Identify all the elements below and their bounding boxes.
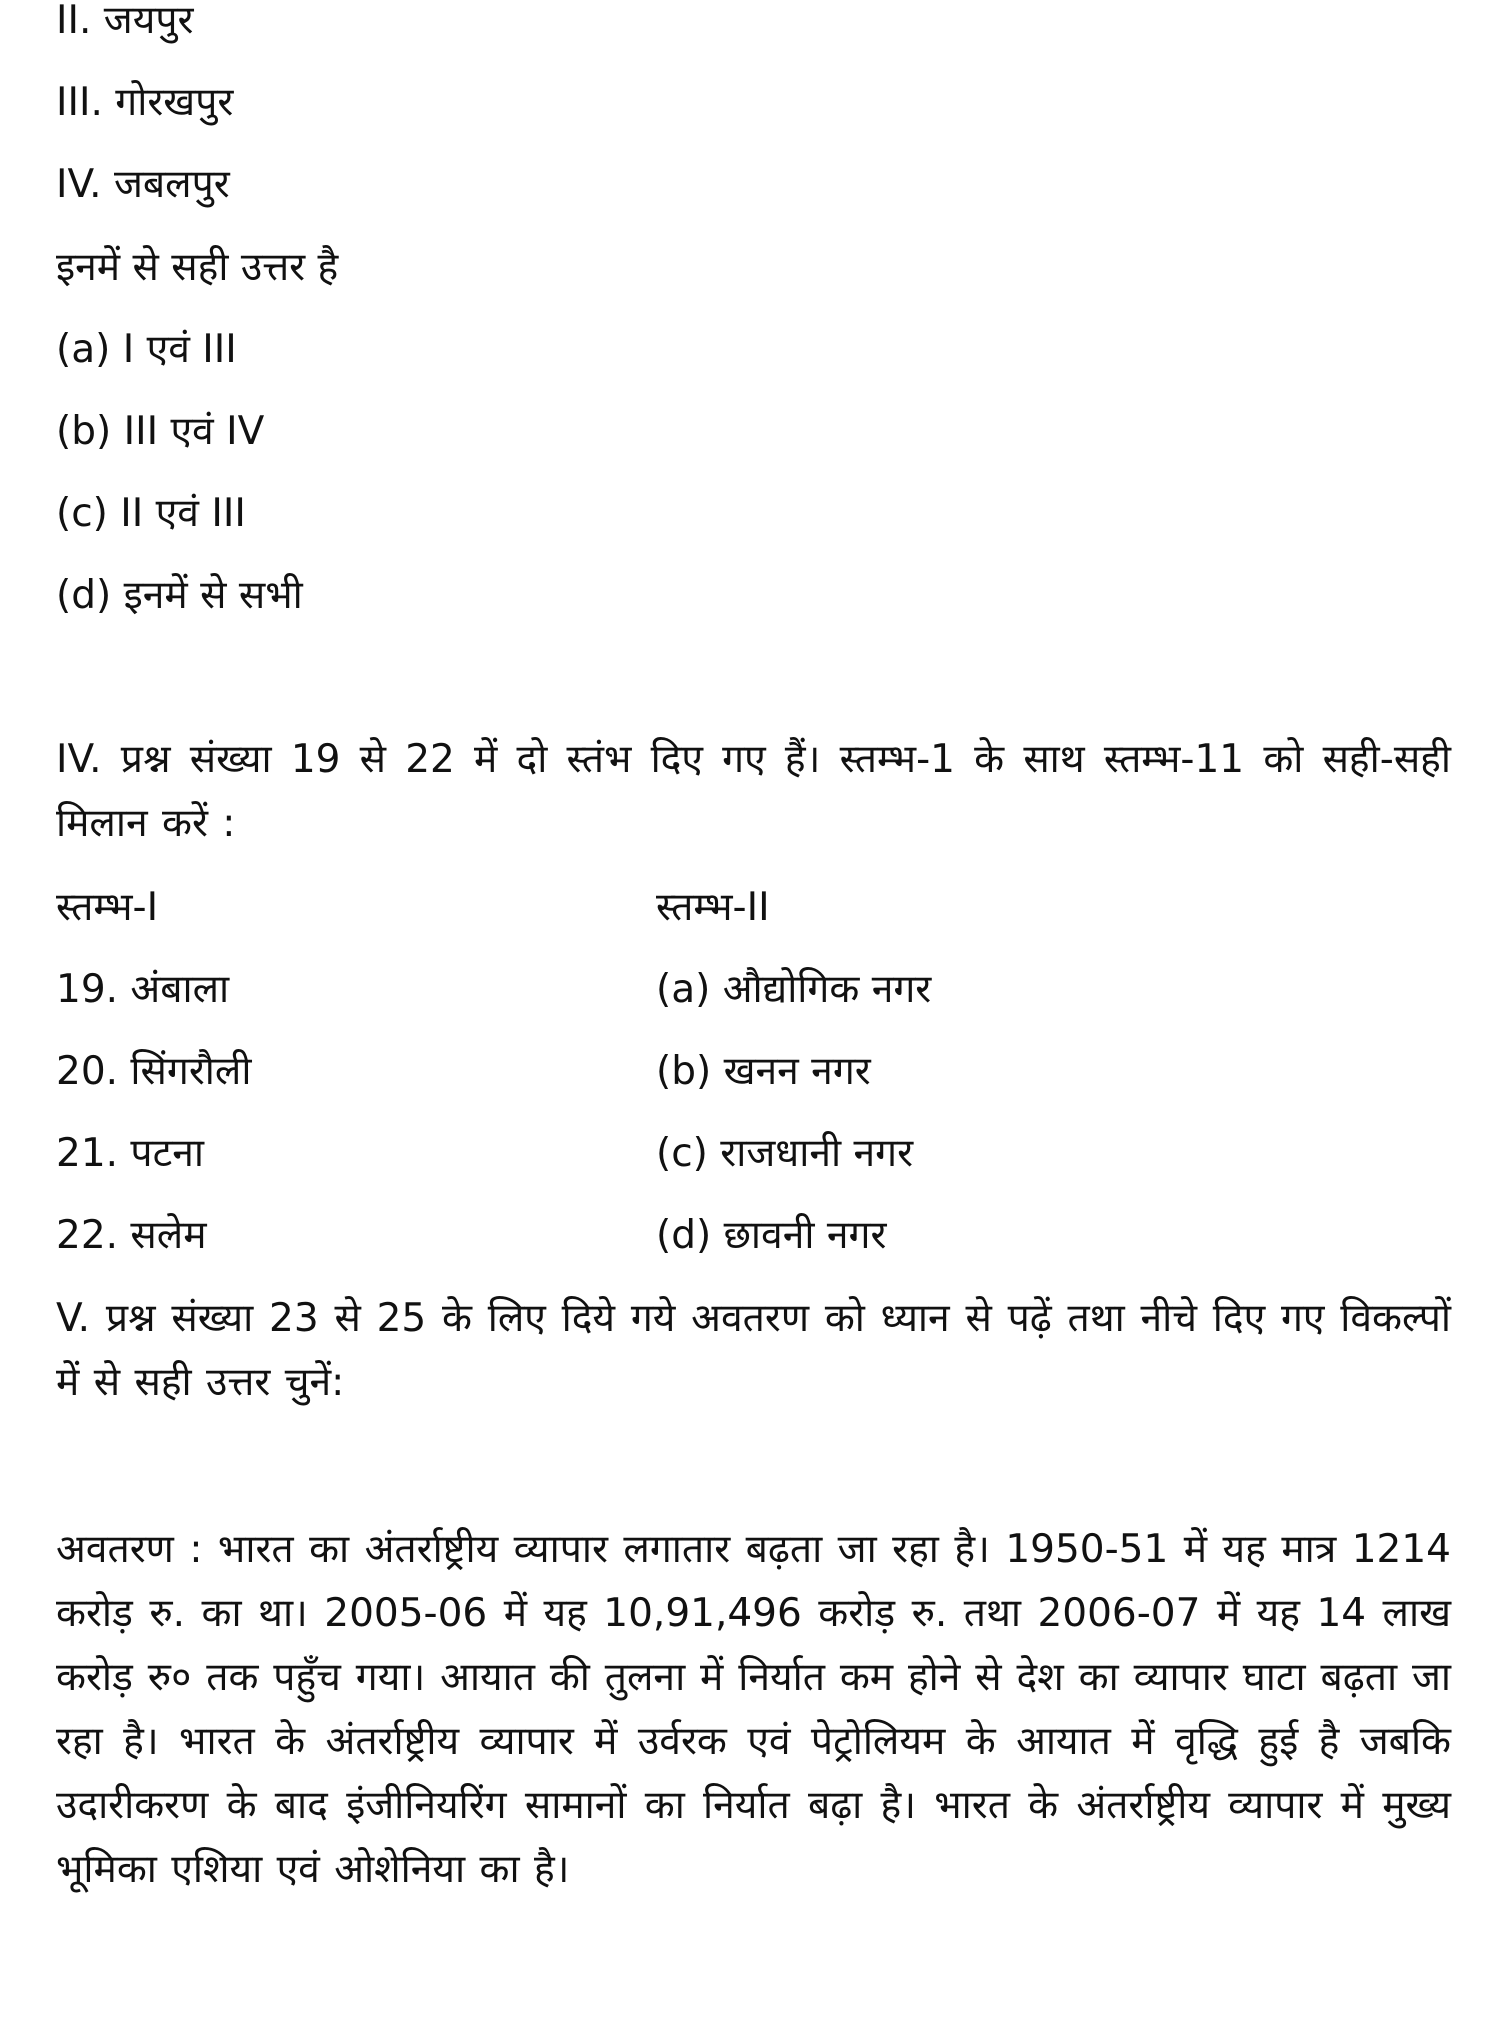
section-5-instruction: V. प्रश्न संख्या 23 से 25 के लिए दिये गये अवतरण को ध्यान से पढ़ें तथा नीचे दिए गए विकल्पों में से सही उत्तर चुनें: — [56, 1296, 1451, 1405]
answer-choice-c: (c) II एवं III — [56, 491, 246, 536]
match-left-item: 20. सिंगरौली — [56, 1049, 252, 1094]
section-4-instruction: IV. प्रश्न संख्या 19 से 22 में दो स्तंभ दिए गए हैं। स्तम्भ-1 के साथ स्तम्भ-11 को सही-सही मिलान करें : — [56, 737, 1451, 846]
passage-text: अवतरण : भारत का अंतर्राष्ट्रीय व्यापार लगातार बढ़ता जा रहा है। 1950-51 में यह मात्र 1214 करोड़ रु. का था। 2005-06 में यह 10,91,496 करोड़ रु. तथा 2006-07 में यह 14 लाख करोड़ रु० तक पहुँच गया। आयात की तुलना में निर्यात कम होने से देश का व्यापार घाटा बढ़ता जा रहा है। भारत के अंतर्राष्ट्रीय व्यापार में उर्वरक एवं पेट्रोलियम के आयात में वृद्धि हुई है जबकि उदारीकरण के बाद इंजीनियरिंग सामानों का निर्यात बढ़ा है। भारत के अंतर्राष्ट्रीय व्यापार में मुख्य भूमिका एशिया एवं ओशेनिया का है। — [56, 1527, 1451, 1892]
question-prompt: इनमें से सही उत्तर है — [56, 245, 339, 290]
match-left-item: 22. सलेम — [56, 1213, 207, 1258]
column-1-header: स्तम्भ-I — [56, 885, 159, 930]
option-list-item: IV. जबलपुर — [56, 162, 230, 207]
answer-choice-b: (b) III एवं IV — [56, 409, 265, 454]
column-2-header: स्तम्भ-II — [656, 885, 770, 930]
match-right-item: (a) औद्योगिक नगर — [656, 967, 932, 1012]
match-right-item: (c) राजधानी नगर — [656, 1131, 914, 1176]
match-left-item: 21. पटना — [56, 1131, 204, 1176]
option-list-item: II. जयपुर — [56, 0, 194, 43]
answer-choice-a: (a) I एवं III — [56, 327, 237, 372]
match-left-item: 19. अंबाला — [56, 967, 230, 1012]
match-right-item: (b) खनन नगर — [656, 1049, 871, 1094]
option-list-item: III. गोरखपुर — [56, 80, 234, 125]
answer-choice-d: (d) इनमें से सभी — [56, 573, 303, 618]
match-right-item: (d) छावनी नगर — [656, 1213, 887, 1258]
